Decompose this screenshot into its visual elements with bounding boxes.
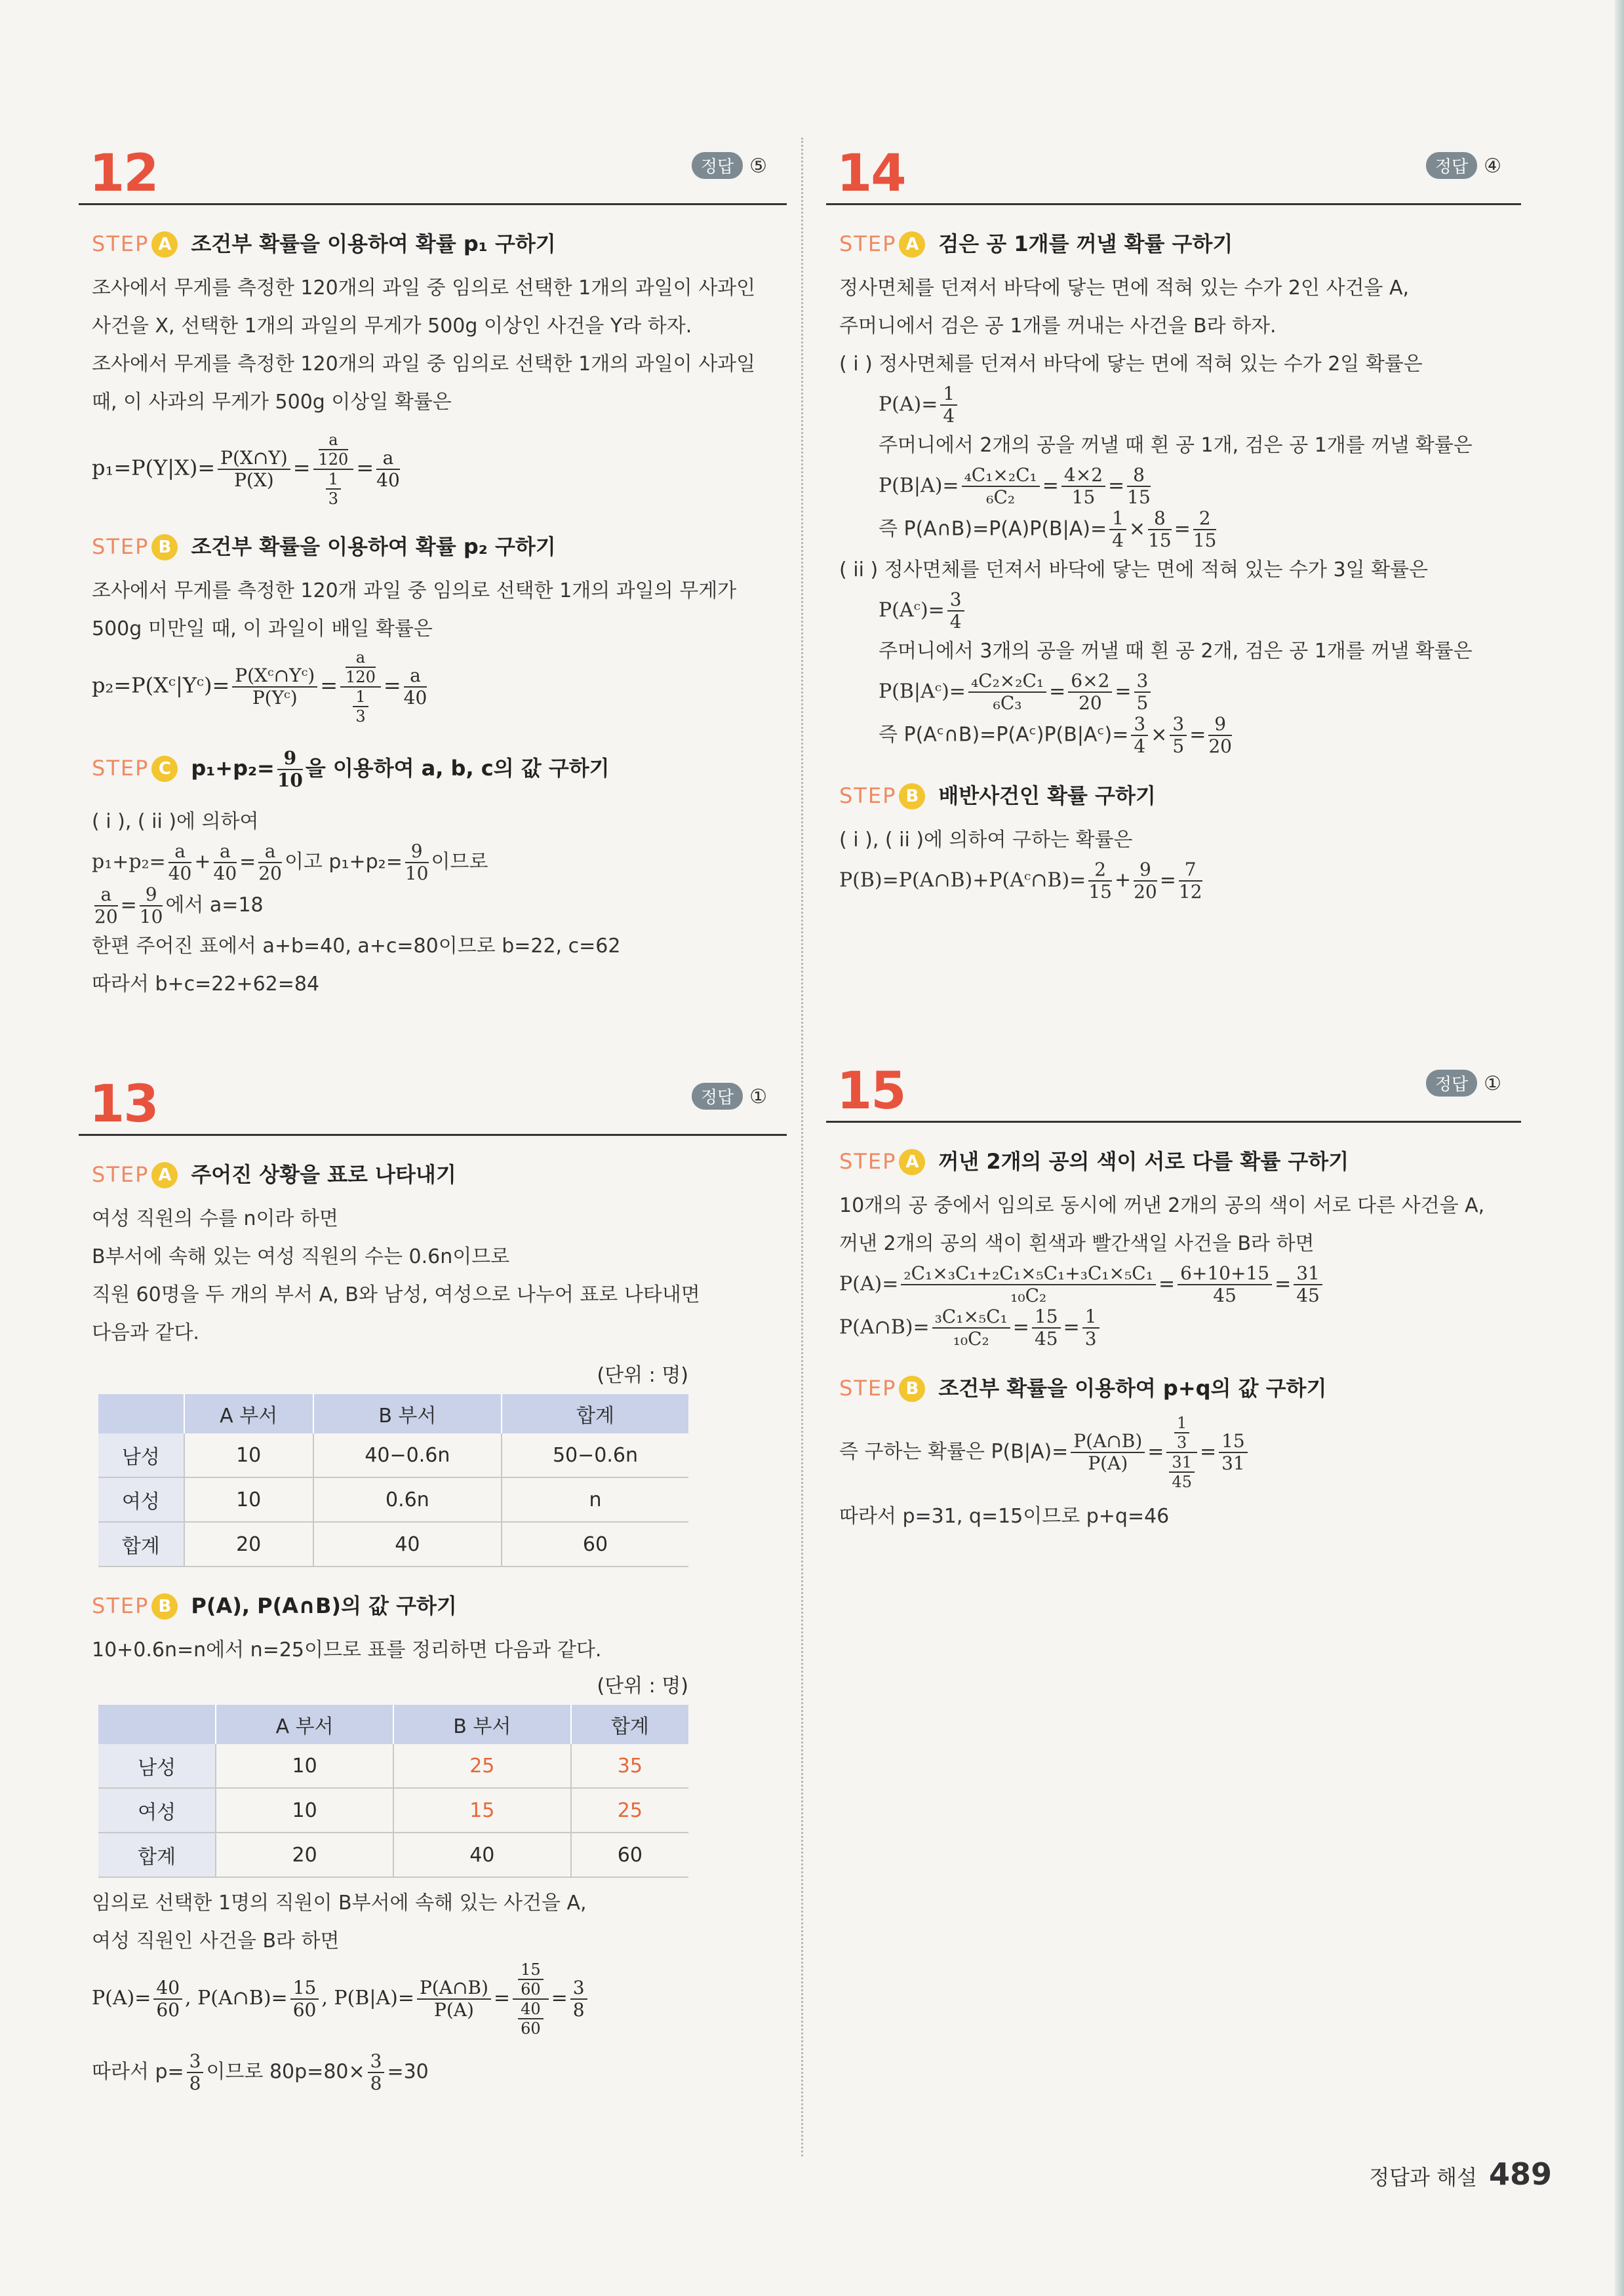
step-heading: STEP A 꺼낸 2개의 공의 색이 서로 다를 확률 구하기 (839, 1149, 1349, 1174)
answer-value: ④ (1484, 155, 1501, 178)
problem-header (826, 131, 1521, 205)
answer-tag (1426, 1070, 1501, 1097)
text-line: 때, 이 사과의 무게가 500g 이상일 확률은 (92, 391, 452, 414)
text-line: ( i ), ( ii )에 의하여 구하는 확률은 (839, 828, 1133, 851)
formula-line: P(B|A)= $\frac{\text{₄C₁×₂C₁}}{\text{₆C₂}}$ = $\frac{4\times 2}{15}$ = $\frac{8}{15}$ (879, 464, 1151, 508)
step-heading: STEP B 조건부 확률을 이용하여 확률 p₂ 구하기 (92, 534, 556, 559)
table-row: 남성 10 40−0.6n 50−0.6n (98, 1433, 688, 1477)
answer-value: ⑤ (749, 155, 767, 178)
text-line: 주머니에서 검은 공 1개를 꺼내는 사건을 B라 하자. (839, 315, 1277, 338)
formula-line: p₁+p₂= $\frac{a}{40}$ + $\frac{a}{40}$ = $\frac{a}{20}$ 이고 p₁+p₂= $\frac{9}{10}$ 이므로 (92, 840, 488, 884)
table-row: 남성 10 25 35 (98, 1744, 688, 1788)
text-line: 정사면체를 던져서 바닥에 닿는 면에 적혀 있는 수가 2인 사건을 A, (839, 277, 1410, 300)
text-line: 주머니에서 2개의 공을 꺼낼 때 흰 공 1개, 검은 공 1개를 꺼낼 확률은 (879, 434, 1473, 457)
problem-header (79, 131, 787, 205)
table-row: 여성 10 0.6n n (98, 1477, 688, 1522)
answer-label: 정답 (692, 152, 743, 179)
formula-line: 즉 P(A∩B)=P(A)P(B|A)= $\frac{1}{4}$ × $\frac{8}{15}$ = $\frac{2}{15}$ (879, 507, 1217, 551)
formula-line: P(A)= $\frac{1}{4}$ (879, 383, 1521, 427)
text-line: 주머니에서 3개의 공을 꺼낼 때 흰 공 2개, 검은 공 1개를 꺼낼 확률은 (879, 640, 1473, 663)
formula: p₁=P(Y|X)= $\frac{P(X\cap Y)}{P(X)}$ = $\frac{\frac{a}{120}}{\frac{1}{3}}$ = $\frac{a}{40}$ (92, 431, 400, 508)
formula: P(A)= $\frac{40}{60}$ , P(A∩B)= $\frac{15}{60}$ , P(B|A)= $\frac{P(A\cap B)}{P(A)}$ = $\frac{\frac{15}{60}}{\frac{40}{60}}$ = $\frac{3}{8}$ (92, 1960, 787, 2038)
table-header-row: A 부서 B 부서 합계 (98, 1394, 688, 1433)
text-line: 조사에서 무게를 측정한 120개 과일 중 임의로 선택한 1개의 과일의 무게가 (92, 579, 737, 602)
unit-label: (단위 : 명) (597, 1364, 688, 1387)
table-row: 합계 20 40 60 (98, 1833, 688, 1877)
problem-number: 15 (837, 1062, 905, 1121)
answer-label: 정답 (1426, 1070, 1477, 1097)
step-heading: STEP C p₁+p₂= $\frac{9}{10}$ 을 이용하여 a, b, c의 값 구하기 (92, 747, 610, 791)
answer-tag (1426, 152, 1501, 179)
formula-line: 따라서 p= $\frac{3}{8}$ 이므로 80p=80× $\frac{3}{8}$ =30 (92, 2050, 429, 2094)
answer-value: ① (749, 1085, 767, 1108)
text-line: 조사에서 무게를 측정한 120개의 과일 중 임의로 선택한 1개의 과일이 사과인 (92, 277, 756, 300)
answer-tag (692, 152, 767, 179)
data-table (98, 1705, 688, 1878)
table-row: 합계 20 40 60 (98, 1522, 688, 1566)
problem-15 (826, 1049, 1521, 1536)
answer-label: 정답 (1426, 152, 1477, 179)
page-edge (1615, 0, 1624, 2296)
problem-number: 14 (837, 144, 905, 203)
answer-value: ① (1484, 1072, 1501, 1095)
formula-line: $\frac{a}{20}$ = $\frac{9}{10}$ 에서 a=18 (94, 884, 264, 927)
text-line: 10+0.6n=n에서 n=25이므로 표를 정리하면 다음과 같다. (92, 1639, 602, 1662)
problem-header (826, 1049, 1521, 1123)
text-line: 여성 직원의 수를 n이라 하면 (92, 1207, 338, 1230)
answer-tag (692, 1083, 767, 1110)
formula-line: 즉 P(Aᶜ∩B)=P(Aᶜ)P(B|Aᶜ)= $\frac{3}{4}$ × $\frac{3}{5}$ = $\frac{9}{20}$ (879, 713, 1232, 757)
table-row: 여성 10 15 25 (98, 1788, 688, 1833)
formula-line: P(A∩B)= $\frac{\text{₃C₁×₅C₁}}{\text{₁₀C₂}}$ = $\frac{15}{45}$ = $\frac{1}{3}$ (839, 1306, 1521, 1350)
text-line: 직원 60명을 두 개의 부서 A, B와 남성, 여성으로 나누어 표로 나타내면 (92, 1283, 700, 1306)
page-number: 489 (1488, 2156, 1552, 2192)
formula-line: P(Aᶜ)= $\frac{3}{4}$ (879, 589, 1521, 632)
unit-label: (단위 : 명) (597, 1675, 688, 1698)
problem-14 (826, 131, 1521, 903)
formula-line: 즉 구하는 확률은 P(B|A)= $\frac{P(A\cap B)}{P(A)}$ = $\frac{\frac{1}{3}}{\frac{31}{45}}$ = $\frac{15}{31}$ (839, 1414, 1521, 1491)
text-line: B부서에 속해 있는 여성 직원의 수는 0.6n이므로 (92, 1245, 510, 1268)
data-table (98, 1394, 688, 1567)
step-heading: STEP B P(A), P(A∩B)의 값 구하기 (92, 1593, 457, 1618)
step-heading: STEP A 주어진 상황을 표로 나타내기 (92, 1162, 456, 1187)
column-divider (801, 138, 803, 2156)
problem-13 (79, 1062, 787, 2094)
text-line: ( ii ) 정사면체를 던져서 바닥에 닿는 면에 적혀 있는 수가 3일 확률은 (839, 558, 1429, 581)
text-line: 임의로 선택한 1명의 직원이 B부서에 속해 있는 사건을 A, (92, 1892, 587, 1915)
problem-header (79, 1062, 787, 1136)
text-line: 10개의 공 중에서 임의로 동시에 꺼낸 2개의 공의 색이 서로 다른 사건을 A, (839, 1194, 1485, 1217)
text-line: 따라서 b+c=22+62=84 (92, 973, 320, 996)
text-line: ( i ) 정사면체를 던져서 바닥에 닿는 면에 적혀 있는 수가 2일 확률은 (839, 353, 1423, 376)
text-line: 사건을 X, 선택한 1개의 과일의 무게가 500g 이상인 사건을 Y라 하자. (92, 315, 692, 338)
step-heading: STEP A 검은 공 1개를 꺼낼 확률 구하기 (839, 231, 1233, 256)
step-heading: STEP B 조건부 확률을 이용하여 p+q의 값 구하기 (839, 1376, 1327, 1401)
formula-line: P(B)=P(A∩B)+P(Aᶜ∩B)= $\frac{2}{15}$ + $\frac{9}{20}$ = $\frac{7}{12}$ (839, 859, 1202, 903)
text-line: 500g 미만일 때, 이 과일이 배일 확률은 (92, 617, 433, 640)
formula-line: P(A)= $\frac{\text{₂C₁×₃C₁+₂C₁×₅C₁+₃C₁×₅C₁}}{\text{₁₀C₂}}$ = $\frac{6+10+15}{45}$ = $\frac{31}{45}$ (839, 1263, 1521, 1306)
table-header-row: A 부서 B 부서 합계 (98, 1705, 688, 1744)
page-footer (1369, 2156, 1552, 2192)
text-line: 따라서 p=31, q=15이므로 p+q=46 (839, 1505, 1170, 1528)
text-line: 한편 주어진 표에서 a+b=40, a+c=80이므로 b=22, c=62 (92, 935, 621, 958)
text-line: 다음과 같다. (92, 1321, 199, 1344)
step-heading: STEP B 배반사건인 확률 구하기 (839, 783, 1156, 808)
text-line: ( i ), ( ii )에 의하여 (92, 810, 259, 833)
text-line: 꺼낸 2개의 공의 색이 흰색과 빨간색일 사건을 B라 하면 (839, 1232, 1315, 1255)
step-heading: STEP A 조건부 확률을 이용하여 확률 p₁ 구하기 (92, 231, 556, 256)
formula: p₂=P(Xᶜ|Yᶜ)= $\frac{\text{P(Xᶜ∩Yᶜ)}}{\text{P(Yᶜ)}}$ = $\frac{\frac{a}{120}}{\frac{1}{3}}$ = $\frac{a}{40}$ (92, 648, 427, 726)
problem-12 (79, 131, 787, 1003)
answer-label: 정답 (692, 1083, 743, 1110)
formula-line: P(B|Aᶜ)= $\frac{\text{₄C₂×₂C₁}}{\text{₆C₃}}$ = $\frac{6\times 2}{20}$ = $\frac{3}{5}$ (879, 671, 1521, 714)
problem-number: 12 (89, 144, 158, 203)
text-line: 여성 직원인 사건을 B라 하면 (92, 1930, 340, 1953)
text-line: 조사에서 무게를 측정한 120개의 과일 중 임의로 선택한 1개의 과일이 사과일 (92, 353, 756, 376)
footer-label: 정답과 해설 (1369, 2165, 1477, 2190)
problem-number: 13 (89, 1075, 158, 1134)
